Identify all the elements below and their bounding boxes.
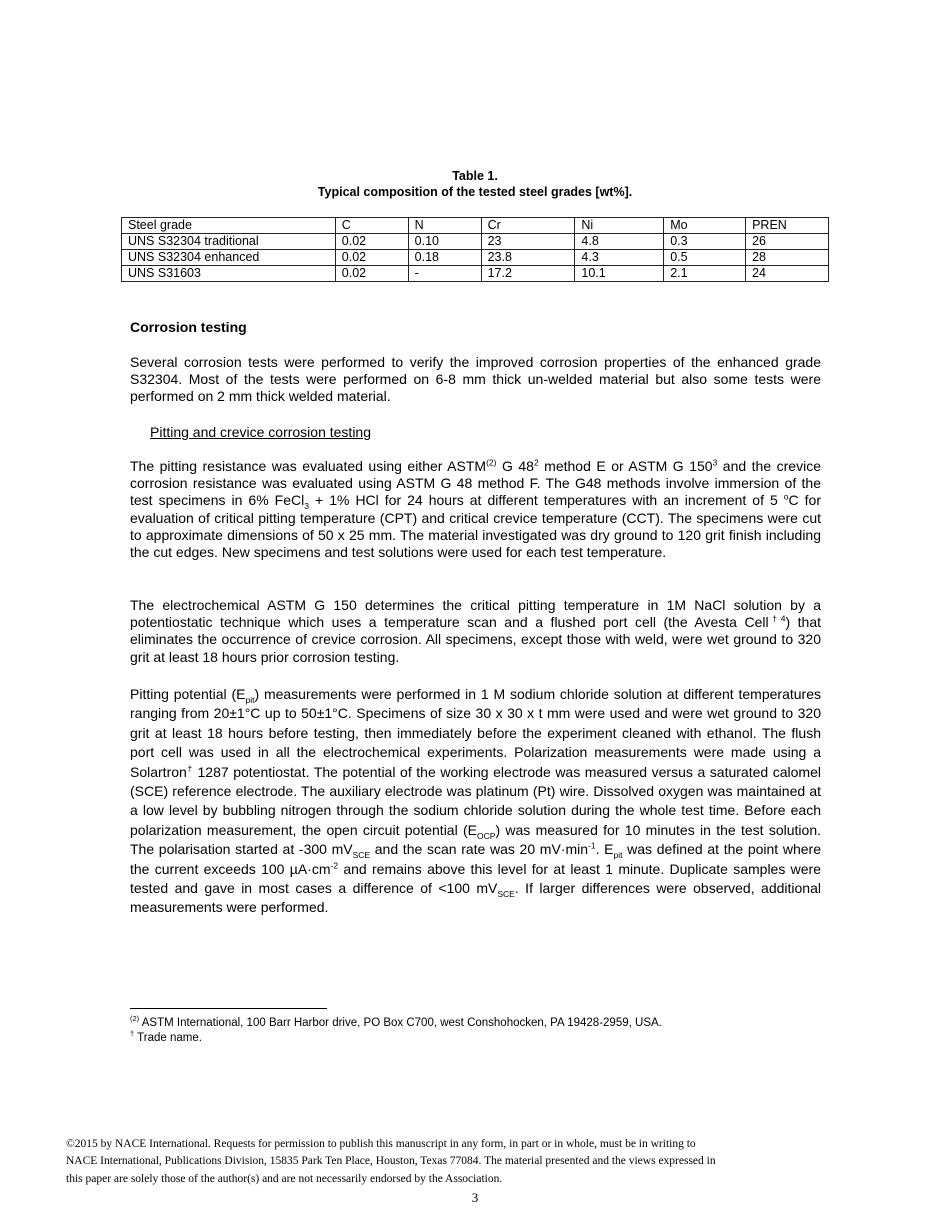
- table-header-cell: Steel grade: [122, 218, 336, 234]
- table-cell: UNS S31603: [122, 266, 336, 282]
- astm-g150-paragraph: The electrochemical ASTM G 150 determines the critical pitting temperature in 1M NaCl solution by a potentiostatic technique which uses a temperature scan and a flushed port cell (the Avesta Cell$^{\dagger 4}$) that eliminates the occurrence of crevice corrosion. All specimens, except those with weld, were wet ground to 320 grit at least 18 hours prior corrosion testing.: [130, 597, 822, 665]
- table-cell: 4.8: [575, 234, 664, 250]
- table-cell: 26: [746, 234, 829, 250]
- table-cell: 4.3: [575, 250, 664, 266]
- footnote-trade-name: † Trade name.: [130, 1029, 202, 1044]
- table-row: [122, 250, 829, 266]
- footnote-astm: $^{(2)}$ ASTM International, 100 Barr Harbor drive, PO Box C700, west Conshohocken, PA 19428-2959, USA.: [130, 1014, 662, 1029]
- table-header-row: [122, 218, 829, 234]
- table-cell: 24: [746, 266, 829, 282]
- table-cell: 10.1: [575, 266, 664, 282]
- table-cell: 0.02: [335, 266, 408, 282]
- table-cell: 0.02: [335, 234, 408, 250]
- table-header-cell: PREN: [746, 218, 829, 234]
- copyright-line: NACE International, Publications Division, 15835 Park Ten Place, Houston, Texas 77084. The material presented and the views expressed in: [66, 1155, 716, 1168]
- table-cell: UNS S32304 enhanced: [122, 250, 336, 266]
- table-caption-subtitle: Typical composition of the tested steel grades [wt%].: [317, 185, 633, 199]
- intro-paragraph: Several corrosion tests were performed to verify the improved corrosion properties of the enhanced grade S32304. Most of the tests were performed on 6-8 mm thick un-welded material but also some tests were performed on 2 mm thick welded material.: [130, 354, 821, 405]
- table-cell: 17.2: [481, 266, 575, 282]
- table-cell: 23: [481, 234, 575, 250]
- composition-table: [121, 217, 829, 282]
- table-header-cell: Ni: [575, 218, 664, 234]
- section-heading: Corrosion testing: [130, 319, 247, 335]
- table-cell: UNS S32304 traditional: [122, 234, 336, 250]
- table-cell: 0.10: [408, 234, 481, 250]
- page-number: 3: [471, 1190, 479, 1205]
- table-header-cell: C: [335, 218, 408, 234]
- table-header-cell: Cr: [481, 218, 575, 234]
- pitting-potential-paragraph: Pitting potential $(E_{pit})$ measurements were performed in 1 M sodium chloride solution at different temperatures ranging from 20±1°C up to 50±1°C. Specimens of size 30 x 30 x t mm were used and were wet ground to 320 grit at least 18 hours before testing, then immediately before the experiment cleaned with ethanol. The flush port cell was used in all the electrochemical experiments. Polarization measurements were made using a Solartron† 1287 potentiostat. The potential of the working electrode was measured versus a saturated calomel (SCE) reference electrode. The auxiliary electrode was platinum (Pt) wire. Dissolved oxygen was maintained at a low level by bubbling nitrogen through the sodium chloride solution during the whole test time. Before each polarization measurement, the open circuit potential $(E_{OCP})$ was measured for 10 minutes in the test solution. The polarisation started at -300 $mV_{SCE}$ and the scan rate was 20 $mV\cdot\min^{-1}$. $E_{pit}$ was defined at the point where the current exceeds 100 $\mu A\cdot cm^{-2}$ and remains above this level for at least 1 minute. Duplicate samples were tested and gave in most cases a difference of <100 $mV_{SCE}$. If larger differences were observed, additional measurements were performed.: [130, 686, 821, 916]
- table-caption-title: Table 1.: [452, 169, 498, 183]
- table-cell: 0.02: [335, 250, 408, 266]
- copyright-notice: [66, 1136, 786, 1188]
- copyright-line: ©2015 by NACE International. Requests for permission to publish this manuscript in any form, in part or in whole, must be in writing to: [66, 1138, 696, 1150]
- table-cell: 0.3: [664, 234, 746, 250]
- table-cell: 23.8: [481, 250, 575, 266]
- table-cell: -: [408, 266, 481, 282]
- pitting-test-paragraph: The pitting resistance was evaluated using either ASTM$^{(2)}$ G $48^2$ method E or ASTM G $150^3$ and the crevice corrosion resistance was evaluated using ASTM G 48 method F. The G48 methods involve immersion of the test specimens in 6% FeCl$_3$ + 1% HCl for 24 hours at different temperatures with an increment of 5 $^o$C for evaluation of critical pitting temperature (CPT) and critical crevice temperature (CCT). The specimens were cut to approximate dimensions of 50 x 25 mm. The material investigated was dry ground to 120 grit finish including the cut edges. New specimens and test solutions were used for each test temperature.: [130, 457, 821, 561]
- table-cell: 0.5: [664, 250, 746, 266]
- table-header-cell: N: [408, 218, 481, 234]
- table-cell: 28: [746, 250, 829, 266]
- table-row: [122, 266, 829, 282]
- table-header-cell: Mo: [664, 218, 746, 234]
- subsection-heading: Pitting and crevice corrosion testing: [150, 424, 371, 440]
- table-row: [122, 234, 829, 250]
- table-cell: 0.18: [408, 250, 481, 266]
- copyright-line: this paper are solely those of the author(s) and are not necessarily endorsed by the Association.: [66, 1172, 503, 1185]
- footnote-divider: [130, 1008, 327, 1009]
- table-cell: 2.1: [664, 266, 746, 282]
